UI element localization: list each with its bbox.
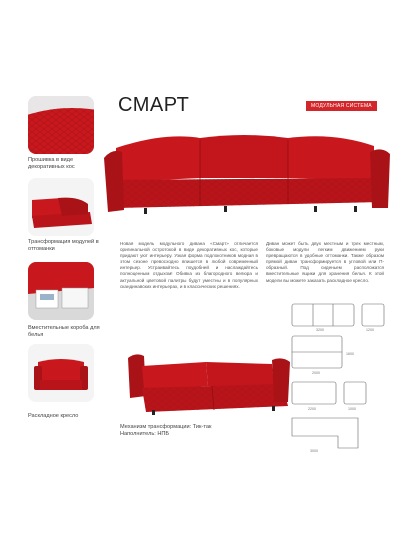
dim-2000: 2000	[312, 371, 320, 375]
folding-chair-photo	[28, 344, 94, 402]
feature-caption-braids: Прошивка в виде декоративных кос	[28, 157, 75, 170]
main-sofa-photo	[104, 118, 390, 222]
mechanism-info	[120, 424, 211, 439]
ottoman-transform-photo	[28, 178, 94, 236]
module-system-badge: МОДУЛЬНАЯ СИСТЕМА	[306, 101, 377, 111]
feature-caption-chair: Раскладное кресло	[28, 413, 79, 419]
dim-1200: 1200	[366, 328, 374, 332]
dim-1600: 1600	[346, 352, 354, 356]
dim-2200: 2200	[308, 407, 316, 411]
description-right: Диван может быть двух местным и трех местным, боковые модули легким движением руки превращаются в удобные оттоманки. Также образом прямой диван трансформируется в угловой или П-образный. Под сиденьем расположатся вместительные ящики для хранения белья. К этой модели вы можете заказать раскладное кресло.	[266, 241, 384, 283]
unfolded-sofa-photo	[122, 350, 292, 420]
dim-1000: 1000	[348, 407, 356, 411]
stitched-cushion-photo	[28, 96, 94, 154]
feature-caption-storage: Вместительные короба для белья	[28, 325, 100, 338]
feature-caption-ottoman: Трансформация модулей в оттоманки	[28, 239, 99, 252]
filler-line: Наполнитель: НПБ	[120, 431, 170, 438]
dimension-schemes	[288, 300, 388, 452]
mechanism-line: Механизм трансформации: Тик-так	[120, 424, 212, 430]
description-left: Новая модель модульного дивана «Смарт» отличается оригинальной остротокой в виде декоративных кос, которые придают уют интерьеру. Узкая форма подлокотников модная в этом сезоне превосходно впишется в любой современный интерьер. Устраивайтесь поудобней и наслаждайтесь полноценным отдыхом! Обивка из благородного велюра и актуальной цветовой палитры будут уместны и в популярных скандинавских интерьерах, и в классических решениях.	[120, 241, 258, 289]
dim-3000: 3000	[310, 449, 318, 452]
page-title: СМАРТ	[118, 94, 190, 116]
dim-3200: 3200	[316, 328, 324, 332]
storage-box-photo	[28, 262, 94, 320]
